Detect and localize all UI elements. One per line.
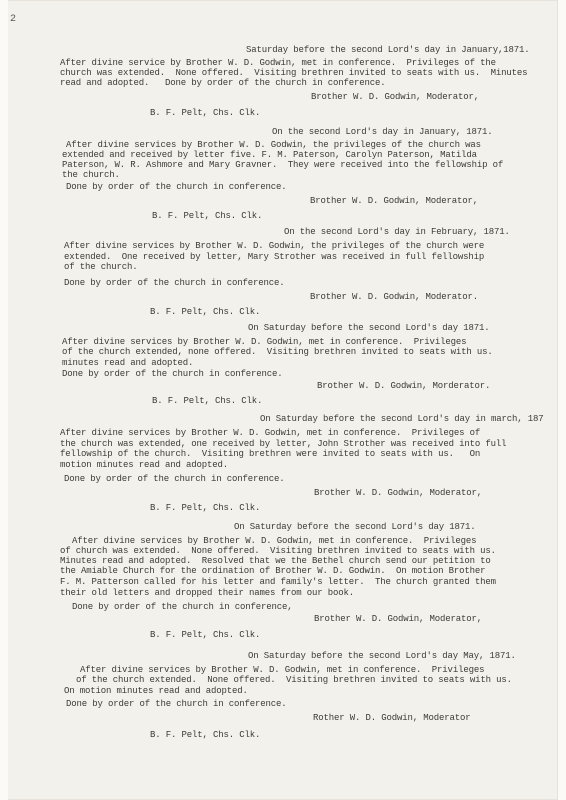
entry-heading: On Saturday before the second Lord's day 1871. (234, 522, 476, 532)
entry-body-line: Done by order of the church in conference. (66, 182, 287, 192)
entry-body-line: fellowship of the church. Visiting brethren were invited to seats with us. On (60, 449, 481, 459)
moderator-signature: Brother W. D. Godwin, Moderator, (314, 614, 483, 624)
entry-body-line: extended. One received by letter, Mary Strother was received in full fellowship (64, 252, 485, 262)
entry-body-line: church was extended. None offered. Visiting brethren invited to seats with us. Minutes (60, 68, 528, 78)
moderator-signature: Brother W. D. Godwin, Moderator. (310, 292, 479, 302)
entry-body-line: After divine services by Brother W. D. Godwin, the privileges of the church was (66, 140, 481, 150)
entry-heading: On Saturday before the second Lord's day 1871. (248, 323, 490, 333)
entry-body-line: minutes read and adopted. (62, 358, 194, 368)
entry-body-line: extended and received by letter five. F. M. Paterson, Carolyn Paterson, Matilda (62, 150, 477, 160)
entry-body-line: After divine services by Brother W. D. Godwin, met in conference. Privileges of (60, 428, 481, 438)
clerk-signature: B. F. Pelt, Chs. Clk. (150, 730, 261, 740)
entry-body-line: After divine services by Brother W. D. Godwin, met in conference. Privileges (62, 337, 467, 347)
entry-body-line: Minutes read and adopted. Resolved that we the Bethel church send our petition to (60, 556, 491, 566)
entry-body-line: their old letters and dropped their names from our book. (60, 588, 355, 598)
entry-body-line: of the church. (64, 262, 138, 272)
entry-body-line: Paterson, W. R. Ashmore and Mary Gravner. They were received into the fellowship of (62, 160, 504, 170)
clerk-signature: B. F. Pelt, Chs. Clk. (150, 630, 261, 640)
entry-heading: On Saturday before the second Lord's day in march, 187 (260, 414, 544, 424)
page-right-edge (557, 0, 566, 800)
entry-body-line: the church. (62, 170, 120, 180)
entry-body-line: After divine service by Brother W. D. Godwin, met in conference. Privileges of the (60, 58, 496, 68)
page-number: 2 (10, 14, 17, 25)
entry-body-line: After divine services by Brother W. D. Godwin, met in conference. Privileges (72, 536, 477, 546)
moderator-signature: Brother W. D. Godwin, Morderator. (317, 381, 491, 391)
entry-body-line: of the church extended, none offered. Visiting brethren invited to seats with us. (62, 347, 493, 357)
clerk-signature: B. F. Pelt, Chs. Clk. (152, 396, 263, 406)
entry-body-line: Done by order of the church in conference. (64, 278, 285, 288)
entry-heading: On Saturday before the second Lord's day May, 1871. (248, 651, 516, 661)
clerk-signature: B. F. Pelt, Chs. Clk. (152, 211, 263, 221)
entry-body-line: F. M. Patterson called for his letter and family's letter. The church granted them (60, 577, 496, 587)
clerk-signature: B. F. Pelt, Chs. Clk. (150, 307, 261, 317)
entry-body-line: Done by order of the church in conference. (62, 369, 283, 379)
entry-body-line: read and adopted. Done by order of the church in conference. (60, 78, 386, 88)
entry-body-line: Done by order of the church in conference. (64, 474, 285, 484)
entry-body-line: of church was extended. None offered. Visiting brethren invited to seats with us. (60, 546, 496, 556)
entry-body-line: the church was extended, one received by letter, John Strother was received into full (60, 439, 507, 449)
entry-body-line: the Amiable Church for the ordination of Brother W. D. Godwin. On motion Brother (60, 566, 486, 576)
entry-body-line: motion minutes read and adopted. (60, 460, 229, 470)
entry-heading: On the second Lord's day in January, 1871. (272, 127, 493, 137)
moderator-signature: Brother W. D. Godwin, Moderator, (314, 488, 483, 498)
entry-body-line: After divine services by Brother W. D. Godwin, the privileges of the church were (64, 241, 485, 251)
clerk-signature: B. F. Pelt, Chs. Clk. (150, 108, 261, 118)
entry-body-line: of the church extended. None offered. Visiting brethren invited to seats with us. (76, 675, 512, 685)
moderator-signature: Rother W. D. Godwin, Moderator (313, 713, 471, 723)
moderator-signature: Brother W. D. Godwin, Moderator, (311, 92, 480, 102)
page-left-edge (0, 0, 8, 800)
clerk-signature: B. F. Pelt, Chs. Clk. (150, 503, 261, 513)
entry-body-line: On motion minutes read and adopted. (64, 686, 248, 696)
entry-body-line: Done by order of the church in conference. (66, 699, 287, 709)
entry-heading: Saturday before the second Lord's day in January,1871. (246, 45, 530, 55)
entry-heading: On the second Lord's day in February, 1871. (284, 227, 510, 237)
entry-body-line: After divine services by Brother W. D. Godwin, met in conference. Privileges (80, 665, 485, 675)
entry-body-line: Done by order of the church in conference, (72, 602, 293, 612)
moderator-signature: Brother W. D. Godwin, Moderator, (310, 196, 479, 206)
